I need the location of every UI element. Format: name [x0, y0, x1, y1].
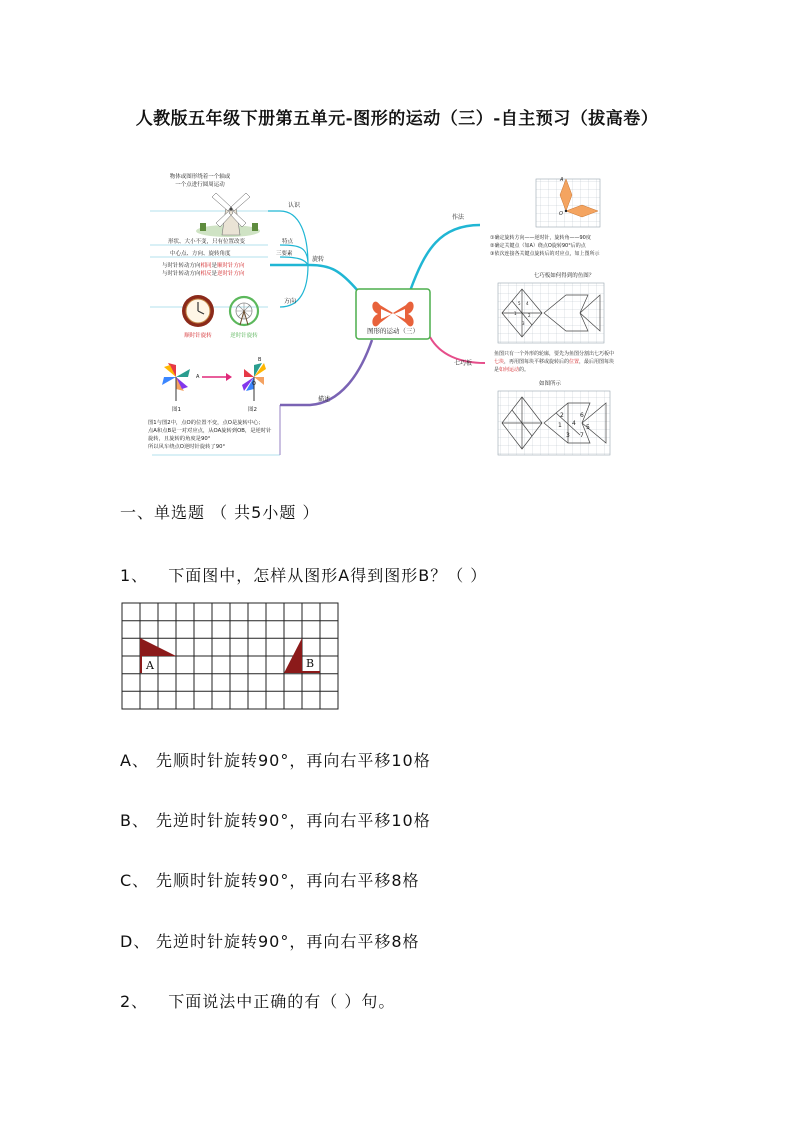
tangram-grid-bottom — [498, 391, 610, 455]
mind-map — [140, 165, 620, 461]
miaoshu-text-1: 图1与图2中，点O的位置不变，点O是旋转中心； — [148, 420, 264, 426]
section-heading: 一、单选题 （ 共5小题 ） — [120, 503, 320, 522]
option-b[interactable] — [120, 808, 431, 831]
shape-b-label: B — [306, 657, 315, 670]
xuanzhuan-label: 旋转 — [312, 256, 325, 263]
zuofa-step-2: ②确定关键点（如A）绕点O旋转90°后的点 — [490, 243, 586, 249]
option-text: 先顺时针旋转90°，再向右平移8格 — [156, 871, 420, 890]
svg-text:4: 4 — [572, 420, 576, 427]
svg-text:5: 5 — [586, 424, 590, 431]
question-1-grid — [120, 601, 340, 711]
qiqiaoban-label: 七巧板 — [454, 360, 473, 367]
miaoshu-text-2: 点A和点B是一对对应点，从OA旋转到OB，是逆时针 — [148, 428, 272, 434]
option-d[interactable] — [120, 929, 420, 952]
branch-xuanzhuan — [270, 265, 358, 291]
miaoshu-label: 描述 — [318, 396, 331, 403]
miaoshu-text-4: 所以风车绕点O逆时针旋转了90° — [148, 444, 226, 450]
fangxiang-line-2: 与时针转动方向相反是逆时针方向 — [162, 271, 245, 277]
pinwheel-figure-1 — [162, 363, 190, 401]
option-text: 先逆时针旋转90°，再向右平移10格 — [156, 811, 431, 830]
option-text: 先顺时针旋转90°，再向右平移10格 — [156, 751, 431, 770]
point-b-label: B — [258, 357, 262, 363]
point-o-label: O — [252, 381, 256, 387]
page-title: 人教版五年级下册第五单元-图形的运动（三）-自主预习（拔高卷） — [135, 109, 659, 129]
qiqiaoban-desc-2: 七块，再用图每块平移或旋转后的位置，最后用图每块 — [494, 359, 615, 365]
svg-text:7: 7 — [580, 432, 584, 439]
zuofa-step-1: ①确定旋转方向——逆时针，旋转角——90度 — [490, 235, 591, 241]
svg-text:4: 4 — [526, 301, 529, 306]
tedian-text: 形状、大小不变，只有位置改变 — [168, 239, 246, 245]
zuofa-point-o: O — [559, 211, 563, 217]
option-letter: A、 — [120, 751, 149, 770]
branch-zuofa — [410, 225, 480, 291]
fangxiang-label: 方向 — [284, 298, 297, 305]
center-label: 图形的运动（三） — [367, 327, 419, 335]
svg-text:5: 5 — [518, 301, 521, 306]
wheel-caption: 逆时针旋转 — [230, 333, 258, 339]
renshi-text-2: 一个点进行圆周运动 — [175, 182, 225, 188]
ferris-wheel-icon — [230, 297, 258, 325]
miaoshu-text-3: 旋转，且旋转的角度是90° — [148, 436, 211, 442]
option-a[interactable] — [120, 748, 431, 771]
qiqiaoban-desc-1: 鱼图只有一个外形的轮廓，要先为鱼图分割出七巧板中 — [494, 351, 615, 357]
option-text: 先逆时针旋转90°，再向右平移8格 — [156, 932, 420, 951]
qiqiaoban-desc-3: 是如何运动的。 — [494, 367, 530, 373]
shape-a-label: A — [146, 659, 154, 672]
clock-caption: 顺时针旋转 — [184, 333, 212, 339]
svg-text:1: 1 — [558, 422, 562, 429]
question-1 — [120, 563, 487, 586]
zuofa-point-a: A — [560, 177, 564, 183]
option-c[interactable] — [120, 868, 420, 891]
qiqiaoban-question: 七巧板如何得到的鱼图？ — [533, 273, 595, 279]
question-2 — [120, 989, 395, 1012]
question-number: 1、 — [120, 566, 149, 585]
tedian-label: 特点 — [282, 239, 294, 245]
zuofa-label: 作法 — [452, 214, 465, 221]
question-text: 下面说法中正确的有（ ）句。 — [168, 992, 396, 1011]
question-text: 下面图中，怎样从图形A得到图形B？（ ） — [168, 566, 488, 585]
svg-text:1: 1 — [514, 311, 517, 316]
fig1-label: 图1 — [172, 407, 181, 413]
qiqiaoban-result-label: 如图所示 — [538, 381, 562, 387]
renshi-label: 认识 — [288, 202, 301, 209]
sub-lines — [268, 211, 308, 307]
clock-icon — [182, 295, 214, 327]
svg-text:3: 3 — [566, 432, 570, 439]
option-letter: B、 — [120, 811, 149, 830]
svg-text:2: 2 — [560, 412, 564, 419]
sanyaosu-text: 中心点、方向、旋转角度 — [170, 251, 231, 257]
renshi-text-1: 物体或图形绕着一个轴或 — [169, 174, 231, 180]
option-letter: C、 — [120, 871, 150, 890]
point-a-label: A — [196, 374, 200, 380]
svg-text:3: 3 — [522, 321, 525, 326]
svg-text:6: 6 — [580, 412, 584, 419]
windmill-illustration — [196, 193, 260, 237]
svg-text:2: 2 — [528, 313, 531, 318]
fangxiang-line-1: 与时针转动方向相同是顺时针方向 — [162, 263, 245, 269]
zuofa-step-3: ③依次连接各关键点旋转后的对应点，如上图所示 — [490, 251, 600, 257]
question-number: 2、 — [120, 992, 149, 1011]
sanyaosu-label: 三要素 — [276, 251, 293, 257]
option-letter: D、 — [120, 932, 151, 951]
fig2-label: 图2 — [248, 407, 257, 413]
rotation-grid — [536, 179, 600, 227]
